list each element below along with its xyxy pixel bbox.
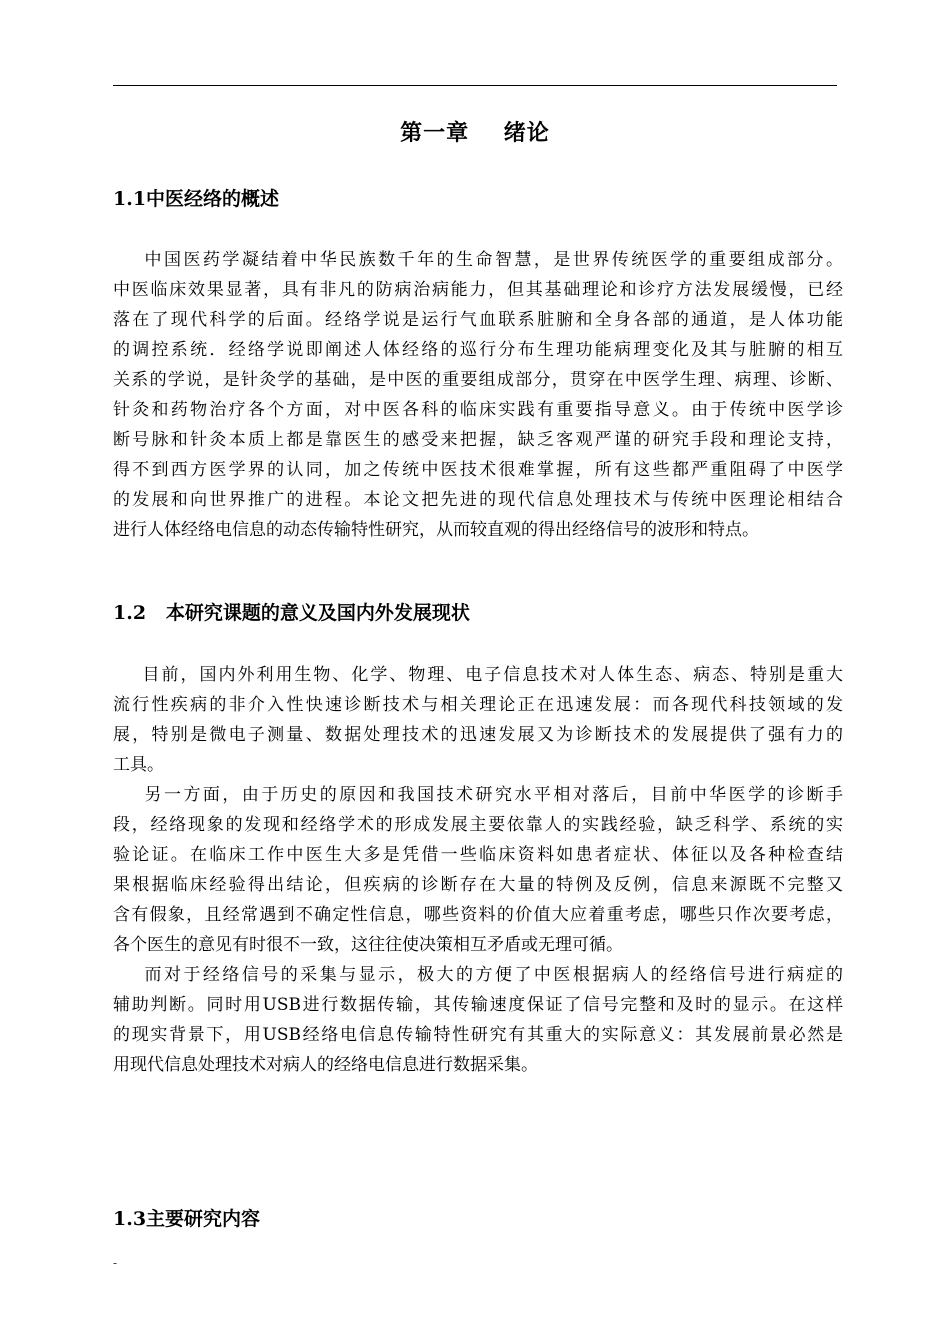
paragraph-line: 中国医药学凝结着中华民族数千年的生命智慧，是世界传统医学的重要组成部分。	[113, 250, 843, 270]
paragraph-line: 关系的学说，是针灸学的基础，是中医的重要组成部分，贯穿在中医学生理、病理、诊断、	[113, 370, 843, 390]
paragraph-line: 各个医生的意见有时很不一致，这往往使决策相互矛盾或无理可循。	[113, 935, 623, 955]
paragraph-line: 中医临床效果显著，具有非凡的防病治病能力，但其基础理论和诊疗方法发展缓慢，已经	[113, 280, 843, 300]
paragraph-line: 目前，国内外利用生物、化学、物理、电子信息技术对人体生态、病态、特别是重大	[113, 665, 843, 685]
paragraph-line: 断号脉和针灸本质上都是靠医生的感受来把握，缺乏客观严谨的研究手段和理论支持，	[113, 430, 843, 450]
paragraph-line: 果根据临床经验得出结论，但疾病的诊断存在大量的特例及反例，信息来源既不完整又	[113, 875, 843, 895]
chapter-title: 第一章 绪论	[400, 120, 550, 146]
section-1-1-paragraph	[113, 245, 843, 545]
paragraph-line: 用现代信息处理技术对病人的经络电信息进行数据采集。	[113, 1055, 538, 1075]
footer-mark: -	[113, 1256, 118, 1270]
paragraph-line: 的现实背景下，用USB经络电信息传输特性研究有其重大的实际意义：其发展前景必然是	[113, 1025, 843, 1045]
section-1-2-paragraph-2	[113, 780, 843, 960]
paragraph-line: 得不到西方医学界的认同，加之传统中医技术很难掌握，所有这些都严重阻碍了中医学	[113, 460, 843, 480]
paragraph-line: 的调控系统．经络学说即阐述人体经络的巡行分布生理功能病理变化及其与脏腑的相互	[113, 340, 843, 360]
paragraph-line: 流行性疾病的非介入性快速诊断技术与相关理论正在迅速发展：而各现代科技领域的发	[113, 695, 843, 715]
paragraph-line: 的发展和向世界推广的进程。本论文把先进的现代信息处理技术与传统中医理论相结合	[113, 490, 843, 510]
paragraph-line: 验论证。在临床工作中医生大多是凭借一些临床资料如患者症状、体征以及各种检查结	[113, 845, 843, 865]
paragraph-line: 另一方面，由于历史的原因和我国技术研究水平相对落后，目前中华医学的诊断手	[113, 785, 843, 805]
header-rule	[113, 85, 837, 86]
paragraph-line: 落在了现代科学的后面。经络学说是运行气血联系脏腑和全身各部的通道，是人体功能	[113, 310, 843, 330]
section-1-1-heading: 1.1中医经络的概述	[113, 188, 280, 210]
paragraph-line: 展，特别是微电子测量、数据处理技术的迅速发展又为诊断技术的发展提供了强有力的	[113, 725, 843, 745]
paragraph-line: 进行人体经络电信息的动态传输特性研究，从而较直观的得出经络信号的波形和特点。	[113, 520, 759, 540]
section-1-2-heading: 1.2 本研究课题的意义及国内外发展现状	[113, 602, 470, 624]
section-1-3-heading: 1.3主要研究内容	[113, 1208, 261, 1230]
paragraph-line: 而对于经络信号的采集与显示，极大的方便了中医根据病人的经络信号进行病症的	[113, 965, 843, 985]
paragraph-line: 段，经络现象的发现和经络学术的形成发展主要依靠人的实践经验，缺乏科学、系统的实	[113, 815, 843, 835]
paragraph-line: 含有假象，且经常遇到不确定性信息，哪些资料的价值大应着重考虑，哪些只作次要考虑，	[113, 905, 843, 925]
section-1-2-paragraph-3	[113, 960, 843, 1080]
paragraph-line: 针灸和药物治疗各个方面，对中医各科的临床实践有重要指导意义。由于传统中医学诊	[113, 400, 843, 420]
section-1-2-paragraph-1	[113, 660, 843, 780]
paragraph-line: 工具。	[113, 755, 164, 775]
paragraph-line: 辅助判断。同时用USB进行数据传输，其传输速度保证了信号完整和及时的显示。在这样	[113, 995, 843, 1015]
